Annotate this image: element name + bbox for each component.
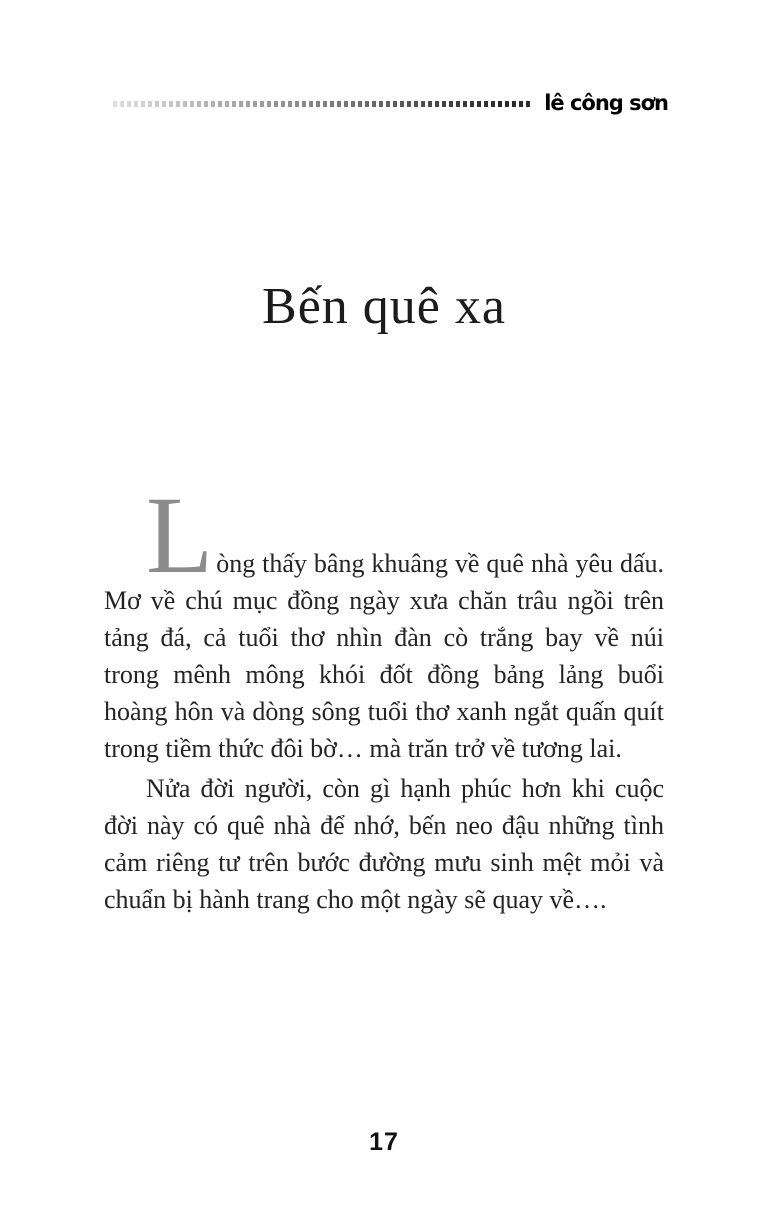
paragraph-2: Nửa đời người, còn gì hạnh phúc hơn khi cuộc đời này có quê nhà để nhớ, bến neo đậu những tình cảm riêng tư trên bước đường mưu sinh mệt mỏi và chuẩn bị hành trang cho một ngày sẽ quay về…. (104, 774, 664, 914)
running-head (113, 88, 668, 118)
chapter-title: Bến quê xa (262, 278, 506, 335)
chapter-body (104, 474, 664, 918)
dropcap-letter: L (146, 474, 214, 596)
running-head-author: lê công sơn (544, 91, 668, 115)
page-number: 17 (369, 1128, 399, 1156)
paragraph-1 (104, 474, 664, 767)
dotted-rule (113, 101, 530, 107)
paragraph-1-text: òng thấy bâng khuâng về quê nhà yêu dấu. Mơ về chú mục đồng ngày xưa chăn trâu ngồi trên tảng đá, cả tuổi thơ nhìn đàn cò trắng bay về núi trong mênh mông khói đốt đồng bảng lảng buổi hoàng hôn và dòng sông tuổi thơ xanh ngắt quấn quít trong tiềm thức đôi bờ… mà trăn trở về tương lai. (104, 549, 664, 763)
